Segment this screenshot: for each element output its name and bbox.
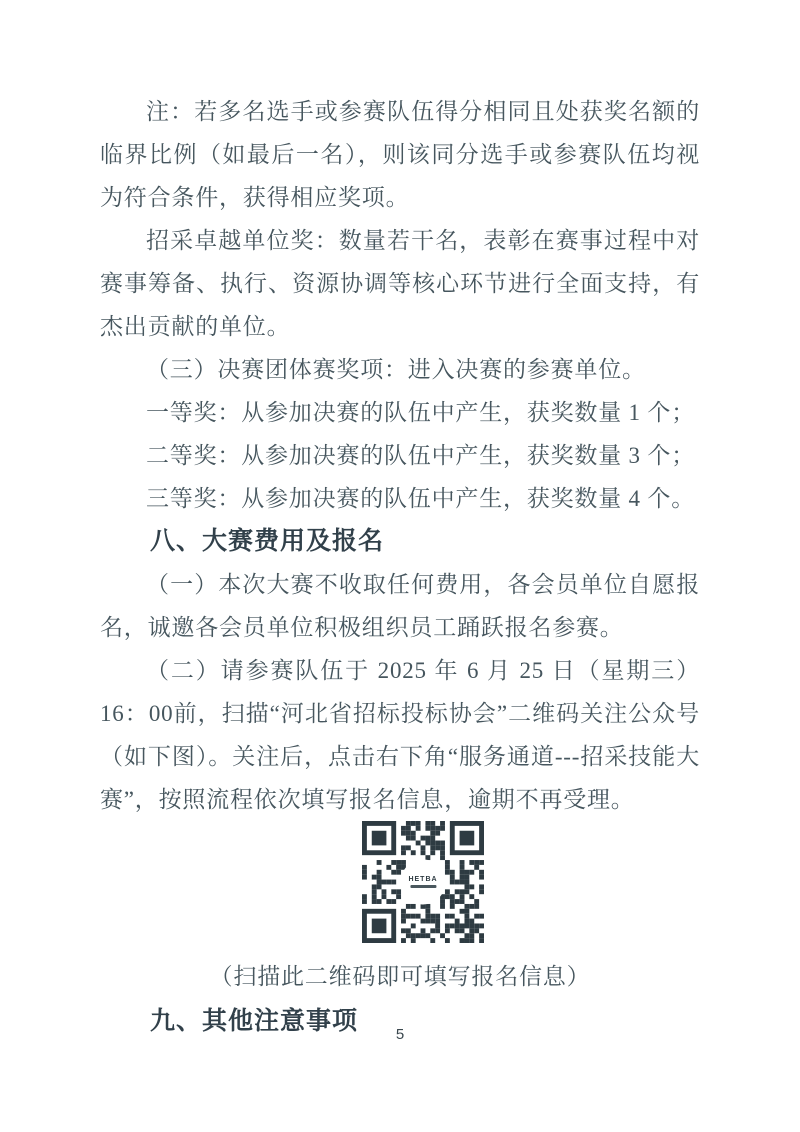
qr-caption: （扫描此二维码即可填写报名信息） <box>209 964 591 989</box>
section-9-heading: 九、其他注意事项 <box>150 1007 359 1035</box>
registration-paragraph: （二）请参赛队伍于 2025 年 6 月 25 日（星期三）16：00前，扫描“河北省招标投标协会”二维码关注公众号（如下图）。关注后，点击右下角“服务通道---招采技能大赛”，按照流程依次填写报名信息，逾期不再受理。 <box>100 658 700 812</box>
qr-code-image <box>358 821 488 943</box>
section-8-heading: 八、大赛费用及报名 <box>150 527 385 555</box>
final-team-award-line: （三）决赛团体赛奖项：进入决赛的参赛单位。 <box>146 357 646 382</box>
qr-code <box>358 821 488 943</box>
page-number: 5 <box>395 1026 405 1043</box>
note-paragraph: 注：若多名选手或参赛队伍得分相同且处获奖名额的临界比例（如最后一名），则该同分选手或参赛队伍均视为符合条件，获得相应奖项。 <box>100 99 700 210</box>
fee-paragraph: （一）本次大赛不收取任何费用，各会员单位自愿报名，诚邀各会员单位积极组织员工踊跃报名参赛。 <box>100 572 700 640</box>
first-prize-line: 一等奖：从参加决赛的队伍中产生，获奖数量 1 个； <box>146 400 695 425</box>
document-body <box>100 90 700 1043</box>
qr-logo-text: HETBA <box>408 876 438 883</box>
second-prize-line: 二等奖：从参加决赛的队伍中产生，获奖数量 3 个； <box>146 443 695 468</box>
excellence-unit-award-paragraph: 招采卓越单位奖：数量若干名，表彰在赛事过程中对赛事筹备、执行、资源协调等核心环节进行全面支持，有杰出贡献的单位。 <box>100 228 700 339</box>
third-prize-line: 三等奖：从参加决赛的队伍中产生，获奖数量 4 个。 <box>146 486 695 511</box>
